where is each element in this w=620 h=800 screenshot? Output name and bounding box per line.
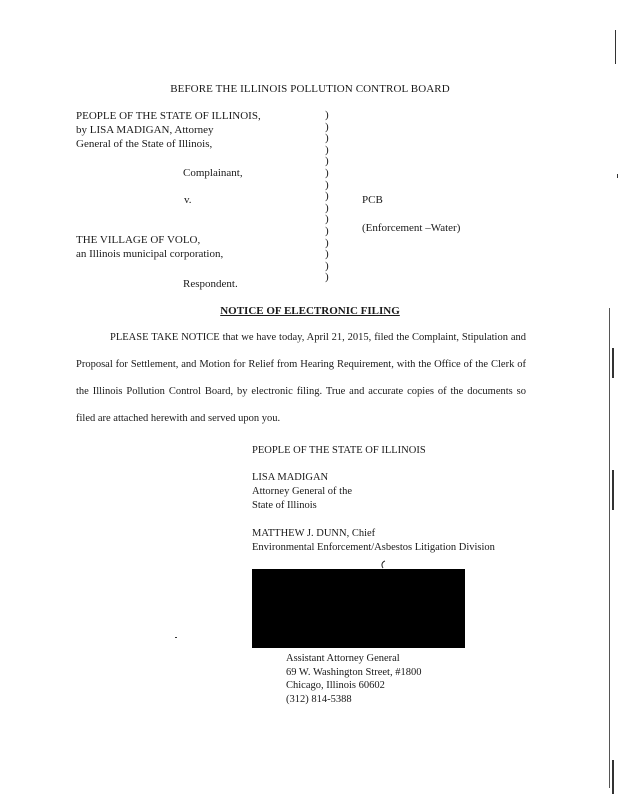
scan-artifact-mark <box>612 760 614 794</box>
scan-artifact-edge <box>609 308 610 788</box>
notice-body <box>76 324 526 432</box>
signature-ag-name: LISA MADIGAN <box>252 472 329 483</box>
case-number-label: PCB <box>362 194 383 206</box>
board-heading: BEFORE THE ILLINOIS POLLUTION CONTROL BOARD <box>170 83 450 95</box>
respondent-label: Respondent. <box>183 278 238 290</box>
plaintiff-line-2: by LISA MADIGAN, Attorney <box>76 124 214 136</box>
signature-chief-division: Environmental Enforcement/Asbestos Litigation Division <box>252 542 495 553</box>
address-city: Chicago, Illinois 60602 <box>286 680 385 691</box>
plaintiff-line-1: PEOPLE OF THE STATE OF ILLINOIS, <box>76 110 261 122</box>
versus-label: v. <box>184 194 192 206</box>
caption-paren-column: ) ) ) ) ) ) ) ) ) ) ) ) ) ) ) <box>325 109 329 284</box>
signature-party: PEOPLE OF THE STATE OF ILLINOIS <box>252 445 426 456</box>
plaintiff-line-3: General of the State of Illinois, <box>76 138 213 150</box>
address-phone: (312) 814-5388 <box>286 693 352 705</box>
signature-ag-title-1: Attorney General of the <box>252 486 353 497</box>
signature-ag-title-2: State of Illinois <box>252 500 317 511</box>
signature-redaction <box>252 569 465 648</box>
address-street: 69 W. Washington Street, #1800 <box>286 666 422 678</box>
defendant-line-2: an Illinois municipal corporation, <box>76 248 224 260</box>
defendant-line-1: THE VILLAGE OF VOLO, <box>76 234 201 246</box>
address-title: Assistant Attorney General <box>286 653 400 664</box>
scan-artifact-mark <box>612 470 614 510</box>
notice-body-text: PLEASE TAKE NOTICE that we have today, April 21, 2015, filed the Complaint, Stipulation and Proposal for Settlement, and Motion for Relief from Hearing Requirement, with the Office of the Clerk of the Illinois Pollution Control Board, by electronic filing. True and accurate copies of the documents so filed are attached herewith and served upon you. <box>76 332 526 424</box>
signature-chief-name: MATTHEW J. DUNN, Chief <box>252 528 376 539</box>
attorney-address-block <box>286 652 421 706</box>
case-type: (Enforcement –Water) <box>362 222 461 234</box>
scan-artifact-line <box>615 30 616 64</box>
scan-artifact-dot <box>617 174 618 178</box>
complainant-label: Complainant, <box>183 167 243 179</box>
notice-title: NOTICE OF ELECTRONIC FILING <box>220 305 400 317</box>
scan-artifact-dot <box>175 637 177 638</box>
scan-artifact-mark <box>612 348 614 378</box>
